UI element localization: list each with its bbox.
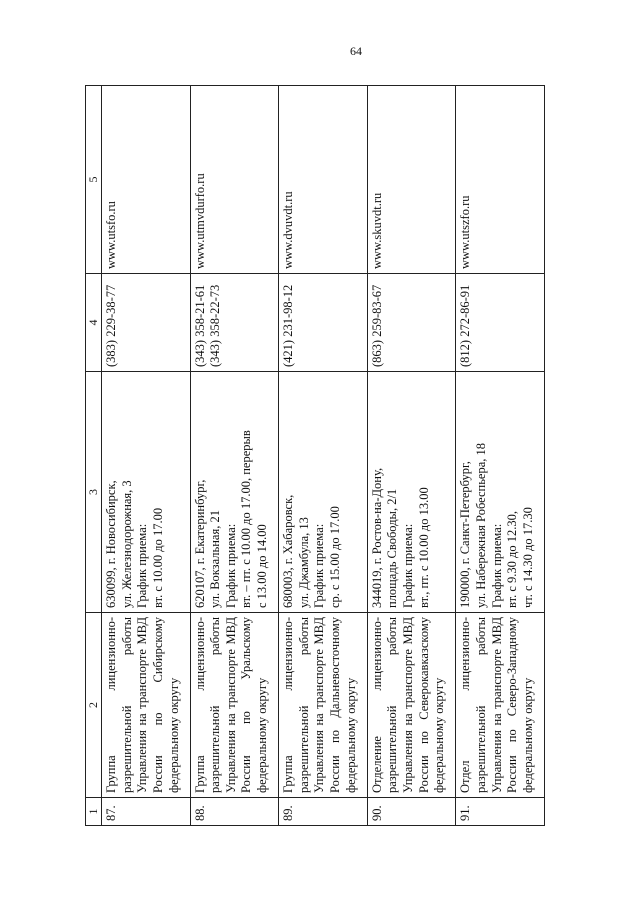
address-line: с 13.00 до 14.00 — [255, 524, 270, 608]
column-header: 4 — [86, 274, 102, 372]
table-row — [279, 86, 368, 826]
address-line: ул. Железнодорожная, 3 — [119, 480, 134, 608]
phone-numbers — [367, 274, 456, 372]
page-number: 64 — [350, 44, 362, 58]
table-row — [456, 86, 545, 826]
column-header: 3 — [86, 372, 102, 613]
address-line: вт. с 10.00 до 17.00 — [150, 507, 165, 608]
website-link[interactable]: www.skuvdt.ru — [367, 86, 456, 274]
phone-number: (421) 231-98-12 — [281, 284, 296, 367]
column-header: 1 — [86, 798, 102, 826]
website-link[interactable]: www.utszfo.ru — [456, 86, 545, 274]
row-number: 90. — [367, 798, 456, 826]
address-line: вт., пт. с 10.00 до 13.00 — [416, 487, 431, 608]
website-link[interactable]: www.dvuvdt.ru — [279, 86, 368, 274]
table-row — [367, 86, 456, 826]
address-line: 344019, г. Ростов-на-Дону, — [369, 467, 384, 608]
row-number: 91. — [456, 798, 545, 826]
department-name: Группа лицензионно-разрешительной работы Управления на транспорте МВД России по Уральскому федеральному округу — [190, 613, 279, 798]
address-line: вт. с 9.30 до 12.30, — [505, 510, 520, 608]
phone-number: (343) 358-22-73 — [208, 284, 223, 367]
column-header: 5 — [86, 86, 102, 274]
department-name: Отдел лицензионно-разрешительной работы Управления на транспорте МВД России по Северо-Западному федеральному округу — [456, 613, 545, 798]
phone-numbers — [102, 274, 191, 372]
website-link[interactable]: www.utsfo.ru — [102, 86, 191, 274]
department-name: Группа лицензионно-разрешительной работы Управления на транспорте МВД России по Дальневосточному федеральному округу — [279, 613, 368, 798]
table-row — [102, 86, 191, 826]
address-line: 680003, г. Хабаровск, — [281, 494, 296, 608]
address-line: ср. с 15.00 до 17.00 — [328, 506, 343, 608]
address-line: 190000, г. Санкт-Петербург, — [458, 461, 473, 608]
phone-numbers — [456, 274, 545, 372]
address-and-schedule — [190, 372, 279, 613]
phone-numbers — [279, 274, 368, 372]
header-row — [86, 86, 102, 826]
phone-numbers — [190, 274, 279, 372]
website-link[interactable]: www.utmvdurfo.ru — [190, 86, 279, 274]
row-number: 87. — [102, 798, 191, 826]
address-and-schedule — [279, 372, 368, 613]
address-line: 630099, г. Новосибирск, — [104, 480, 118, 608]
column-header: 2 — [86, 613, 102, 798]
address-line: чт. с 14.30 до 17.30 — [520, 507, 535, 608]
table-row — [190, 86, 279, 826]
address-line: График приема: — [135, 523, 150, 608]
address-line: График приема: — [489, 523, 504, 608]
address-and-schedule — [367, 372, 456, 613]
address-and-schedule — [456, 372, 545, 613]
registry-table-rotated — [85, 86, 545, 826]
phone-number: (812) 272-86-91 — [458, 284, 473, 367]
address-line: ул. Набережная Робеспьера, 18 — [474, 442, 488, 608]
address-line: ул. Вокзальная, 21 — [208, 510, 223, 608]
row-number: 89. — [279, 798, 368, 826]
phone-number: (863) 259-83-67 — [369, 284, 384, 367]
address-line: 620107, г. Екатеринбург, — [192, 479, 207, 608]
address-line: вт. – пт. с 10.00 до 17.00, перерыв — [239, 430, 254, 608]
address-and-schedule — [102, 372, 191, 613]
department-name: Группа лицензионно-разрешительной работы Управления на транспорте МВД России по Сибирскому федеральному округу — [102, 613, 191, 798]
registry-table — [85, 85, 545, 826]
address-line: площадь Свободы, 2/1 — [385, 488, 400, 608]
phone-number: (343) 358-21-61 — [192, 284, 207, 367]
address-line: График приема: — [223, 523, 238, 608]
department-name: Отделение лицензионно-разрешительной работы Управления на транспорте МВД России по Северокавказскому федеральному округу — [367, 613, 456, 798]
address-line: График приема: — [312, 523, 327, 608]
address-line: График приема: — [401, 523, 416, 608]
address-line: ул. Джамбула, 13 — [296, 517, 311, 608]
phone-number: (383) 229-38-77 — [104, 284, 118, 367]
row-number: 88. — [190, 798, 279, 826]
